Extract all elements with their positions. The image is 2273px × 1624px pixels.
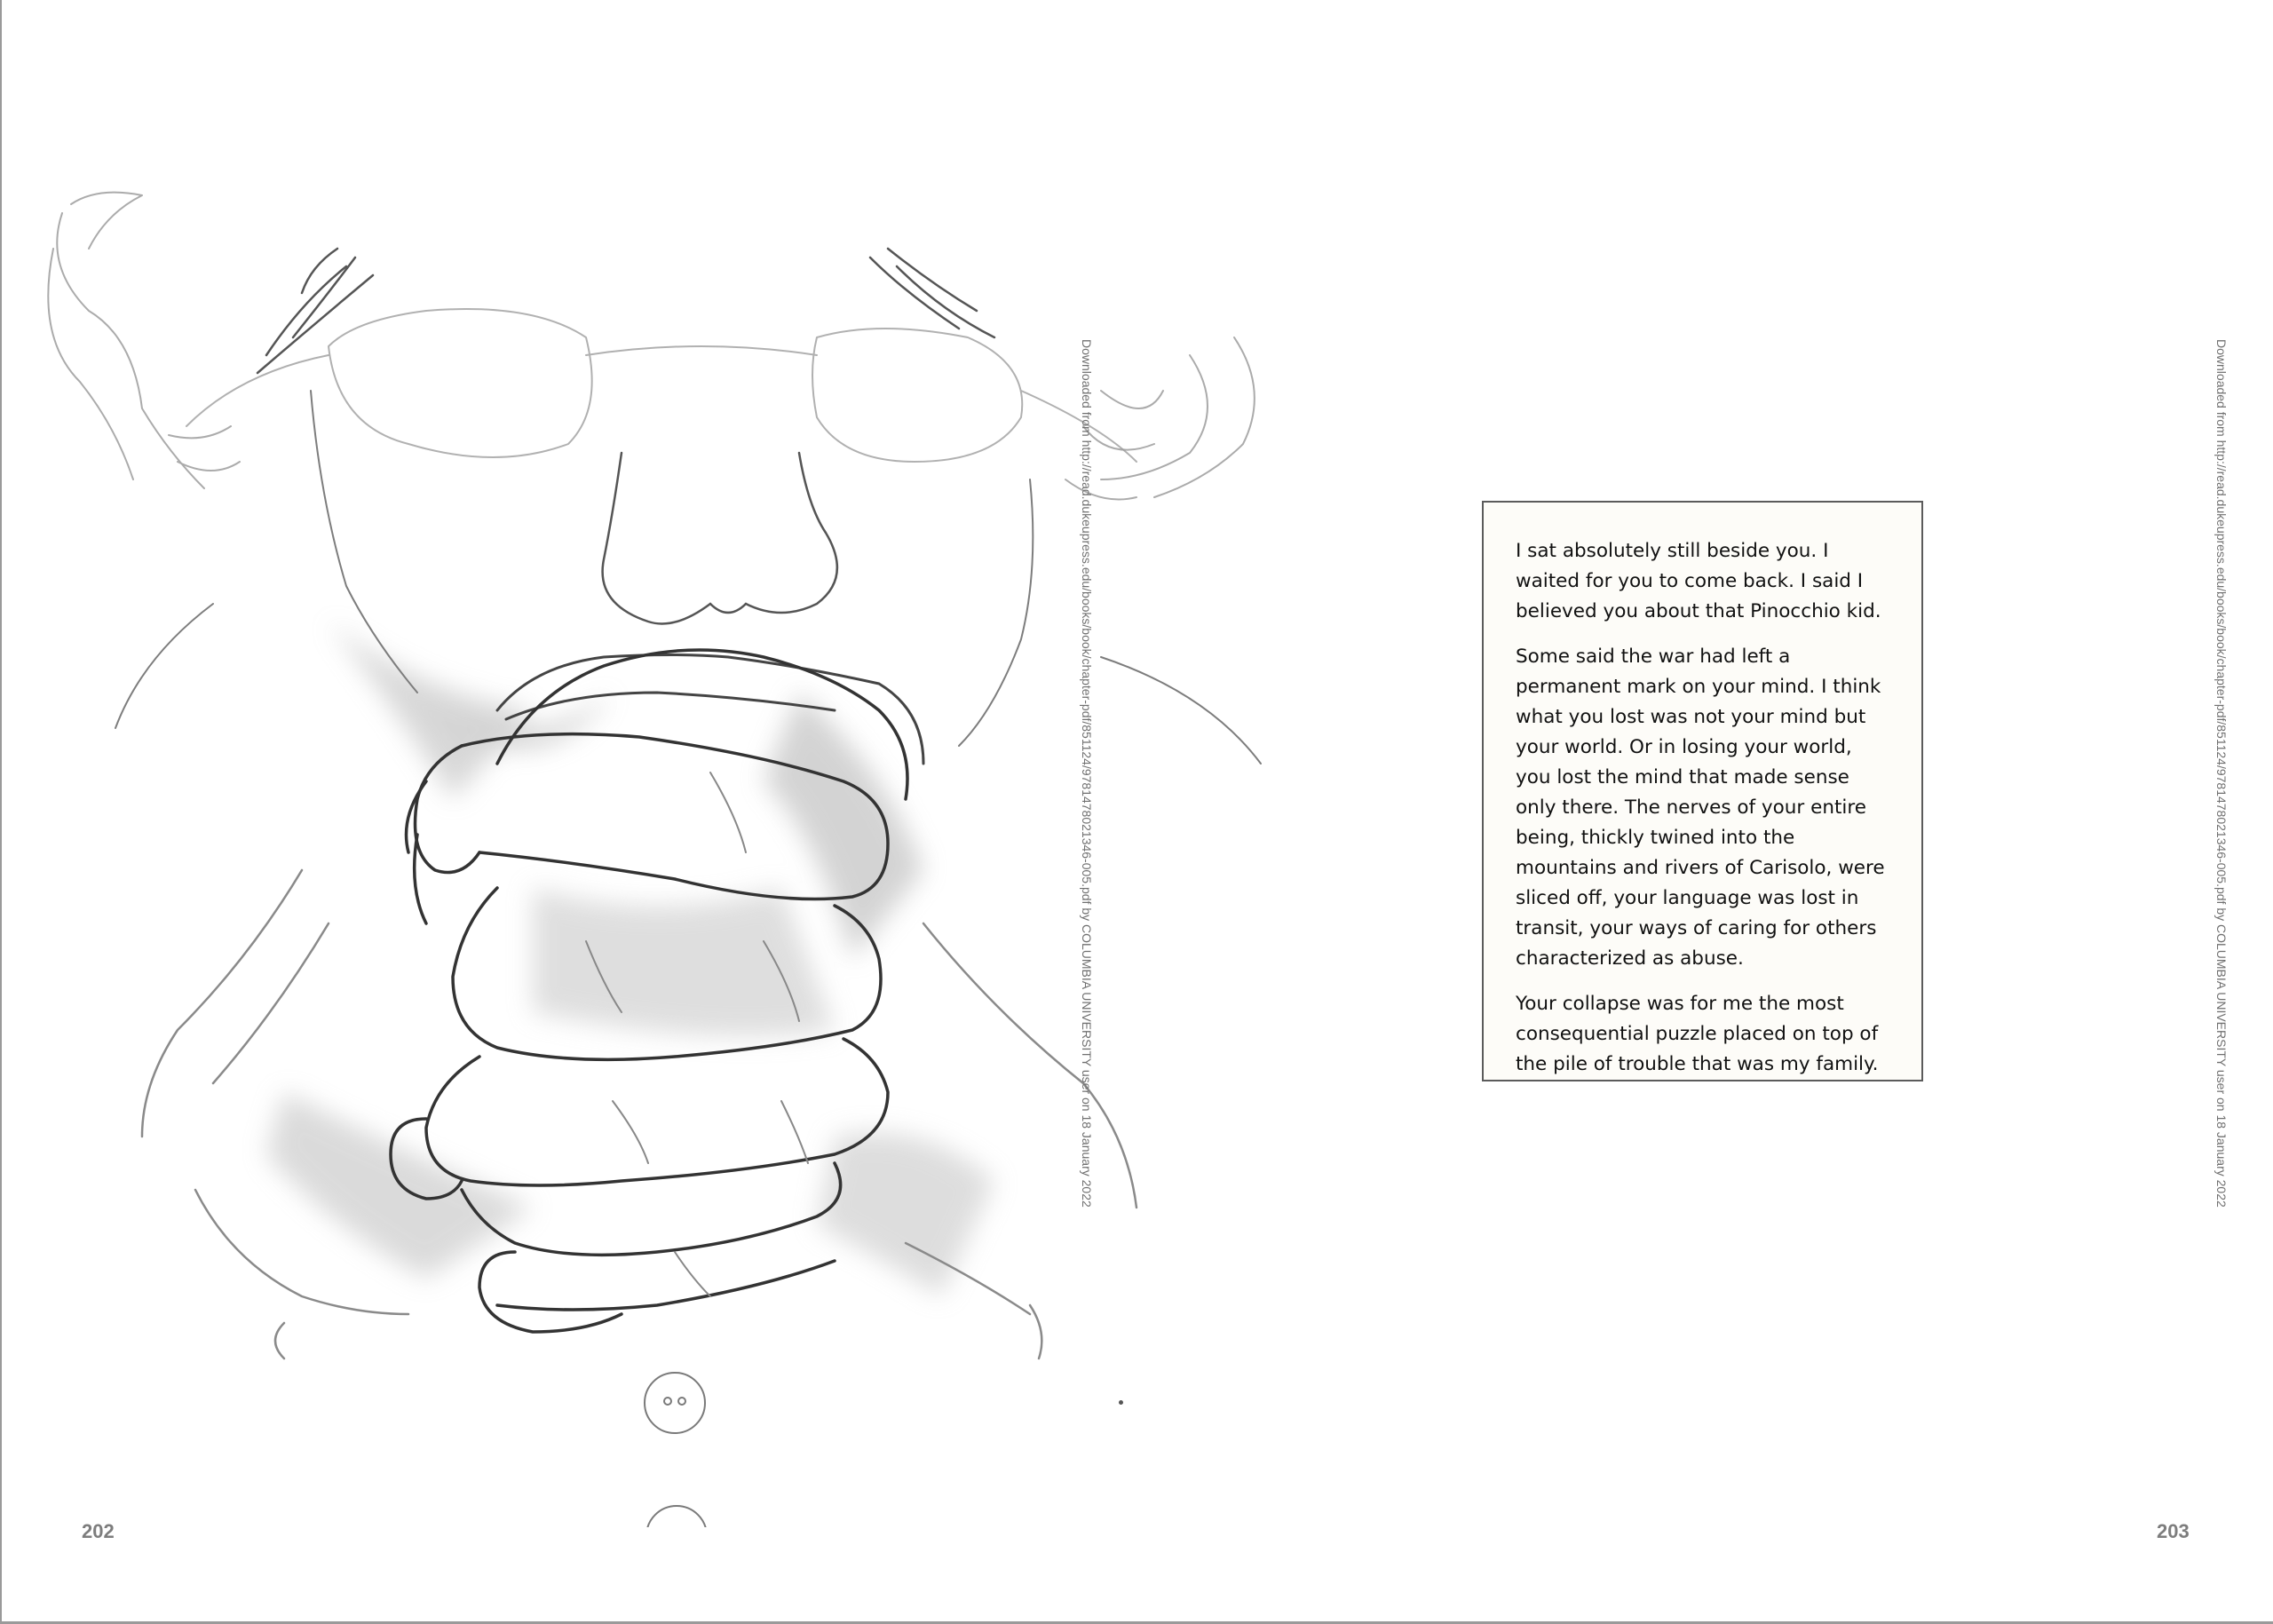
- paragraph-1: I sat absolutely still beside you. I waited for you to come back. I said I believed you about that Pinocchio kid.: [1516, 540, 1881, 622]
- page-edge-left: [0, 0, 2, 1624]
- page-number-left: 202: [82, 1520, 115, 1542]
- paragraph-3: Your collapse was for me the most consequential puzzle placed on top of the pile of trouble that was my family.: [1516, 993, 1879, 1075]
- pencil-sketch-clasped-hands-icon: [36, 160, 1438, 1527]
- paragraph-2: Some said the war had left a permanent mark on your mind. I think what you lost was not your mind but your world. Or in losing your world, you lost the mind that made sense only there. The nerves of your entire being, thickly twined into the mountains and rivers of Carisolo, were sliced off, your language was lost in transit, your ways of caring for others characterized as abuse.: [1516, 646, 1885, 970]
- download-watermark-left: Downloaded from http://read.dukeupress.edu/books/book/chapter-pdf/851124/9781478021346-005.pdf by COLUMBIA UNIVERSITY user on 18 January 2022: [1080, 339, 1094, 1208]
- download-watermark-right: Downloaded from http://read.dukeupress.edu/books/book/chapter-pdf/851124/9781478021346-005.pdf by COLUMBIA UNIVERSITY user on 18 January 2022: [2214, 339, 2229, 1208]
- ink-dot: [1119, 1400, 1123, 1405]
- page-number-right: 203: [2157, 1520, 2190, 1542]
- text-box: [1482, 501, 1923, 1081]
